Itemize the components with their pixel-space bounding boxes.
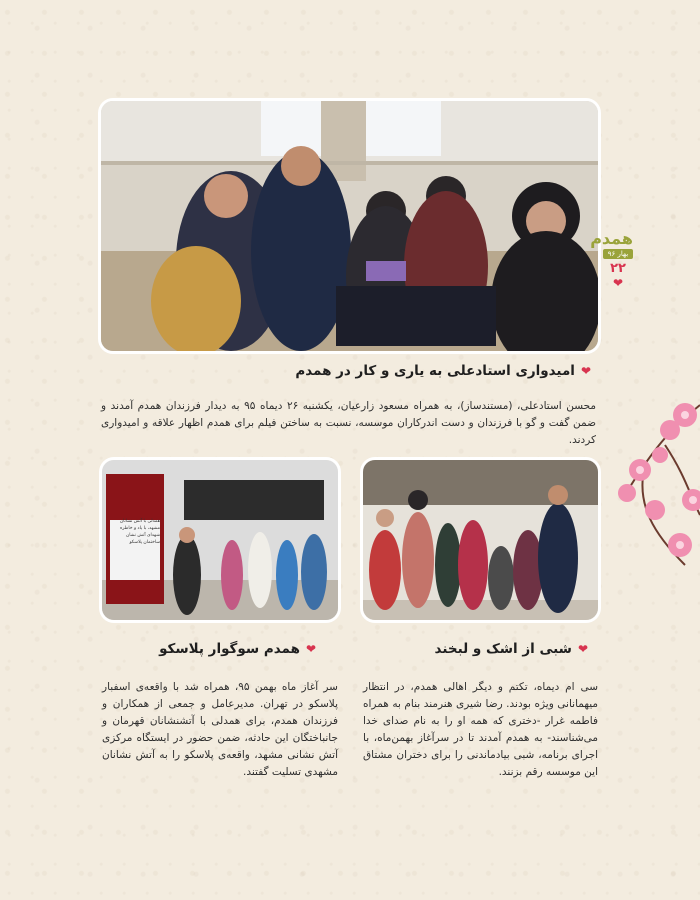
main-article-title: امیدواری استادعلی به یاری و کار در همدم	[295, 363, 575, 379]
page-number: ۲۲	[610, 261, 626, 276]
right-article-title: شبی از اشک و لبخند	[434, 641, 572, 657]
magazine-logo: همدم	[590, 229, 633, 248]
banner-line-2: مشهد، با یاد و خاطره	[119, 526, 160, 531]
main-article-body: محسن استادعلی، (مستندساز)، به همراه مسعود زارعیان، یکشنبه ۲۶ دیماه ۹۵ به دیدار فرزندان همدم آمدند و ضمن گفت و گو با فرزندان و دست اندرکاران موسسه، نسبت به ساختن فیلم برای همدم اظهار علاقه و امیدواری کردند.	[101, 400, 596, 446]
left-article-title: همدم سوگوار پلاسکو	[159, 641, 300, 657]
left-article-heading	[159, 641, 316, 657]
heart-icon: ❤	[612, 276, 624, 290]
main-photo	[101, 101, 598, 351]
left-article-body: سر آغاز ماه بهمن ۹۵، همراه شد با واقعه‌ی اسفبار پلاسکو در تهران. مدیرعامل و جمعی از همکاران و فرزندان همدم، برای همدلی با آتشنشانان قهرمان و جانباختگان این حادثه، ضمن حضور در ایستگاه مرکزی آتش نشانی مشهد، واقعه‌ی پلاسکو را به آتش نشانان مشهدی تسلیت گفتند.	[102, 681, 338, 778]
heart-icon: ❤	[305, 642, 316, 656]
main-photo-scene	[101, 101, 598, 351]
heart-icon: ❤	[580, 364, 591, 378]
plasco-photo	[102, 460, 338, 620]
banner-line-1: همدلی با آتش نشانان	[119, 519, 160, 524]
main-article-heading	[295, 363, 591, 379]
concert-photo-scene	[363, 460, 598, 620]
magazine-side-tab	[590, 229, 633, 290]
concert-photo	[363, 460, 598, 620]
issue-label: بهار ۹۶	[603, 249, 633, 259]
heart-icon: ❤	[577, 642, 588, 656]
plasco-banner	[110, 518, 160, 546]
right-article-heading	[435, 641, 588, 657]
cherry-blossom-decoration	[585, 385, 700, 575]
right-article-body: سی ام دیماه، تکتم و دیگر اهالی همدم، در انتظار میهمانانی ویژه بودند. رضا شیری هنرمند بنام به همراه فاطمه غرار -دختری که همه او را به نام صدای خدا می‌شناسند- به همدم آمدند تا در سرآغاز بهمن‌ماه، با اجرای برنامه، شبی بیادماندنی را برای دختران مشتاق این موسسه رقم بزنند.	[363, 681, 598, 778]
banner-line-4: ساختمان پلاسکو	[129, 540, 160, 545]
banner-line-3: شهدای آتش نشان	[125, 533, 160, 538]
